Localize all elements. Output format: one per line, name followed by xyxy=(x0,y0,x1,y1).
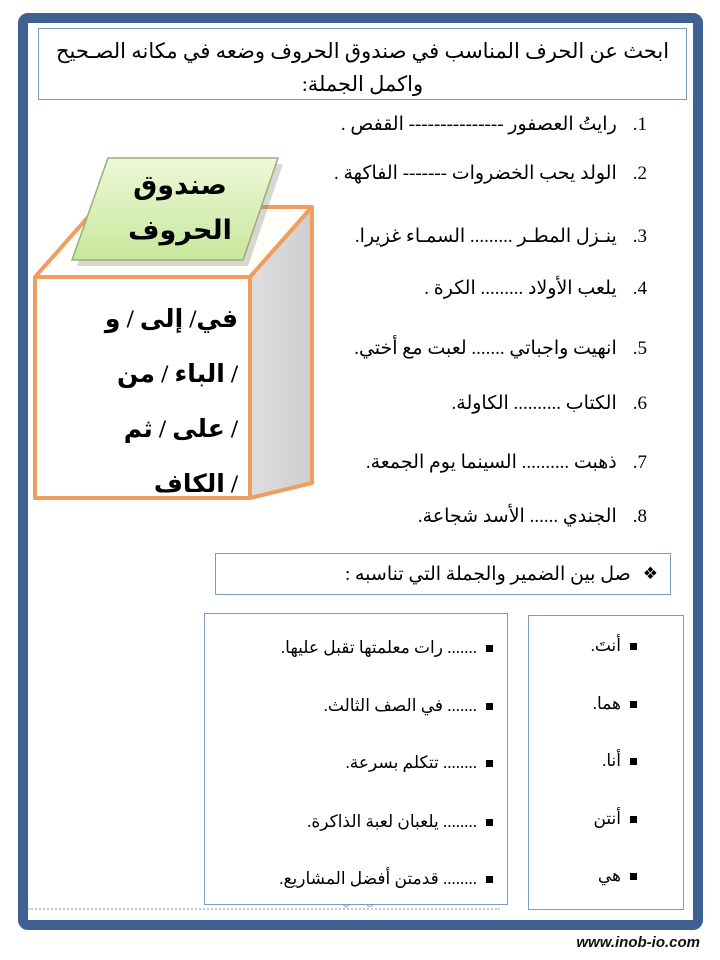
website-url: www.inob-io.com xyxy=(576,934,700,951)
match-sentence-3 xyxy=(205,751,507,775)
letters-line1: في/ إلى / و xyxy=(104,306,238,333)
question-number: 8. xyxy=(632,506,647,527)
square-bullet-icon xyxy=(630,816,637,823)
matching-pronouns-box xyxy=(528,615,684,910)
letter-box-label-line1: صندوق xyxy=(133,170,227,200)
match-pronoun-text: أنا. xyxy=(602,751,621,770)
matching-sentences-box xyxy=(204,613,508,905)
match-pronoun-text: هما. xyxy=(592,694,621,713)
letters-line4: / الكاف xyxy=(153,471,238,498)
match-pronoun-text: أنتن xyxy=(593,809,621,828)
square-bullet-icon xyxy=(630,701,637,708)
question-item-2 xyxy=(334,161,647,187)
question-item-4 xyxy=(424,276,647,302)
exercise2-instruction: صل بين الضمير والجملة التي تناسبه : xyxy=(344,563,631,585)
match-pronoun-text: أنتَ. xyxy=(590,636,621,655)
question-text: انهيت واجباتي ....... لعبت مع أختي. xyxy=(354,338,617,359)
square-bullet-icon xyxy=(630,758,637,765)
question-number: 3. xyxy=(632,226,647,247)
square-bullet-icon xyxy=(630,873,637,880)
letter-box-letters xyxy=(40,292,238,512)
match-sentence-text: ........ قدمتن أفضل المشاريع. xyxy=(279,869,477,888)
question-number: 5. xyxy=(632,338,647,359)
match-sentence-5 xyxy=(205,867,507,891)
match-pronoun-text: هي xyxy=(597,866,621,885)
square-bullet-icon xyxy=(630,643,637,650)
question-number: 7. xyxy=(632,452,647,473)
question-number: 6. xyxy=(632,393,647,414)
match-pronoun-2 xyxy=(529,692,683,716)
question-number: 1. xyxy=(632,114,647,135)
square-bullet-icon xyxy=(486,819,493,826)
match-sentence-text: ....... رات معلمتها تقبل عليها. xyxy=(280,638,477,657)
match-sentence-2 xyxy=(205,694,507,718)
diamond-bullet-icon: ❖ xyxy=(642,564,658,583)
match-sentence-text: ........ يلعبان لعبة الذاكرة. xyxy=(307,812,477,831)
question-text: الولد يحب الخضروات ------- الفاكهة . xyxy=(334,163,617,184)
question-item-6 xyxy=(452,391,647,417)
match-pronoun-3 xyxy=(529,749,683,773)
match-pronoun-5 xyxy=(529,864,683,888)
match-sentence-4 xyxy=(205,810,507,834)
exercise1-instruction-box xyxy=(38,28,687,100)
question-text: ينـزل المطـر ......... السمـاء غزيرا. xyxy=(354,226,617,247)
exercise1-instruction-line2: واكمل الجملة: xyxy=(301,72,424,96)
letter-box-label xyxy=(100,163,260,253)
square-bullet-icon xyxy=(486,645,493,652)
match-pronoun-4 xyxy=(529,807,683,831)
letters-line2: / الباء / من xyxy=(117,361,238,388)
question-text: يلعب الأولاد ......... الكرة . xyxy=(424,278,617,299)
question-item-7 xyxy=(366,450,647,476)
match-sentence-1 xyxy=(205,636,507,660)
exercise2-instruction-box xyxy=(215,553,671,595)
question-number: 2. xyxy=(632,163,647,184)
question-item-5 xyxy=(354,336,647,362)
letter-box-label-line2: الحروف xyxy=(128,215,232,245)
letters-line3: / على / ثم xyxy=(123,416,238,443)
square-bullet-icon xyxy=(486,703,493,710)
exercise1-instruction-line1: ابحث عن الحرف المناسب في صندوق الحروف وضعه في مكانه الصـحيح xyxy=(55,39,670,63)
question-text: ذهبت .......... السينما يوم الجمعة. xyxy=(365,452,617,473)
question-text: الجندي ...... الأسد شجاعة. xyxy=(417,506,617,527)
question-number: 4. xyxy=(632,278,647,299)
square-bullet-icon xyxy=(486,760,493,767)
match-sentence-text: ........ تتكلم بسرعة. xyxy=(345,753,477,772)
match-sentence-text: ....... في الصف الثالث. xyxy=(323,696,477,715)
question-item-3 xyxy=(355,224,647,250)
question-item-8 xyxy=(418,504,647,530)
question-text: الكتاب .......... الكاولة. xyxy=(451,393,617,414)
match-pronoun-1 xyxy=(529,634,683,658)
square-bullet-icon xyxy=(486,876,493,883)
question-item-1 xyxy=(341,112,647,138)
question-text: رايتُ العصفور --------------- القفص . xyxy=(340,114,617,135)
